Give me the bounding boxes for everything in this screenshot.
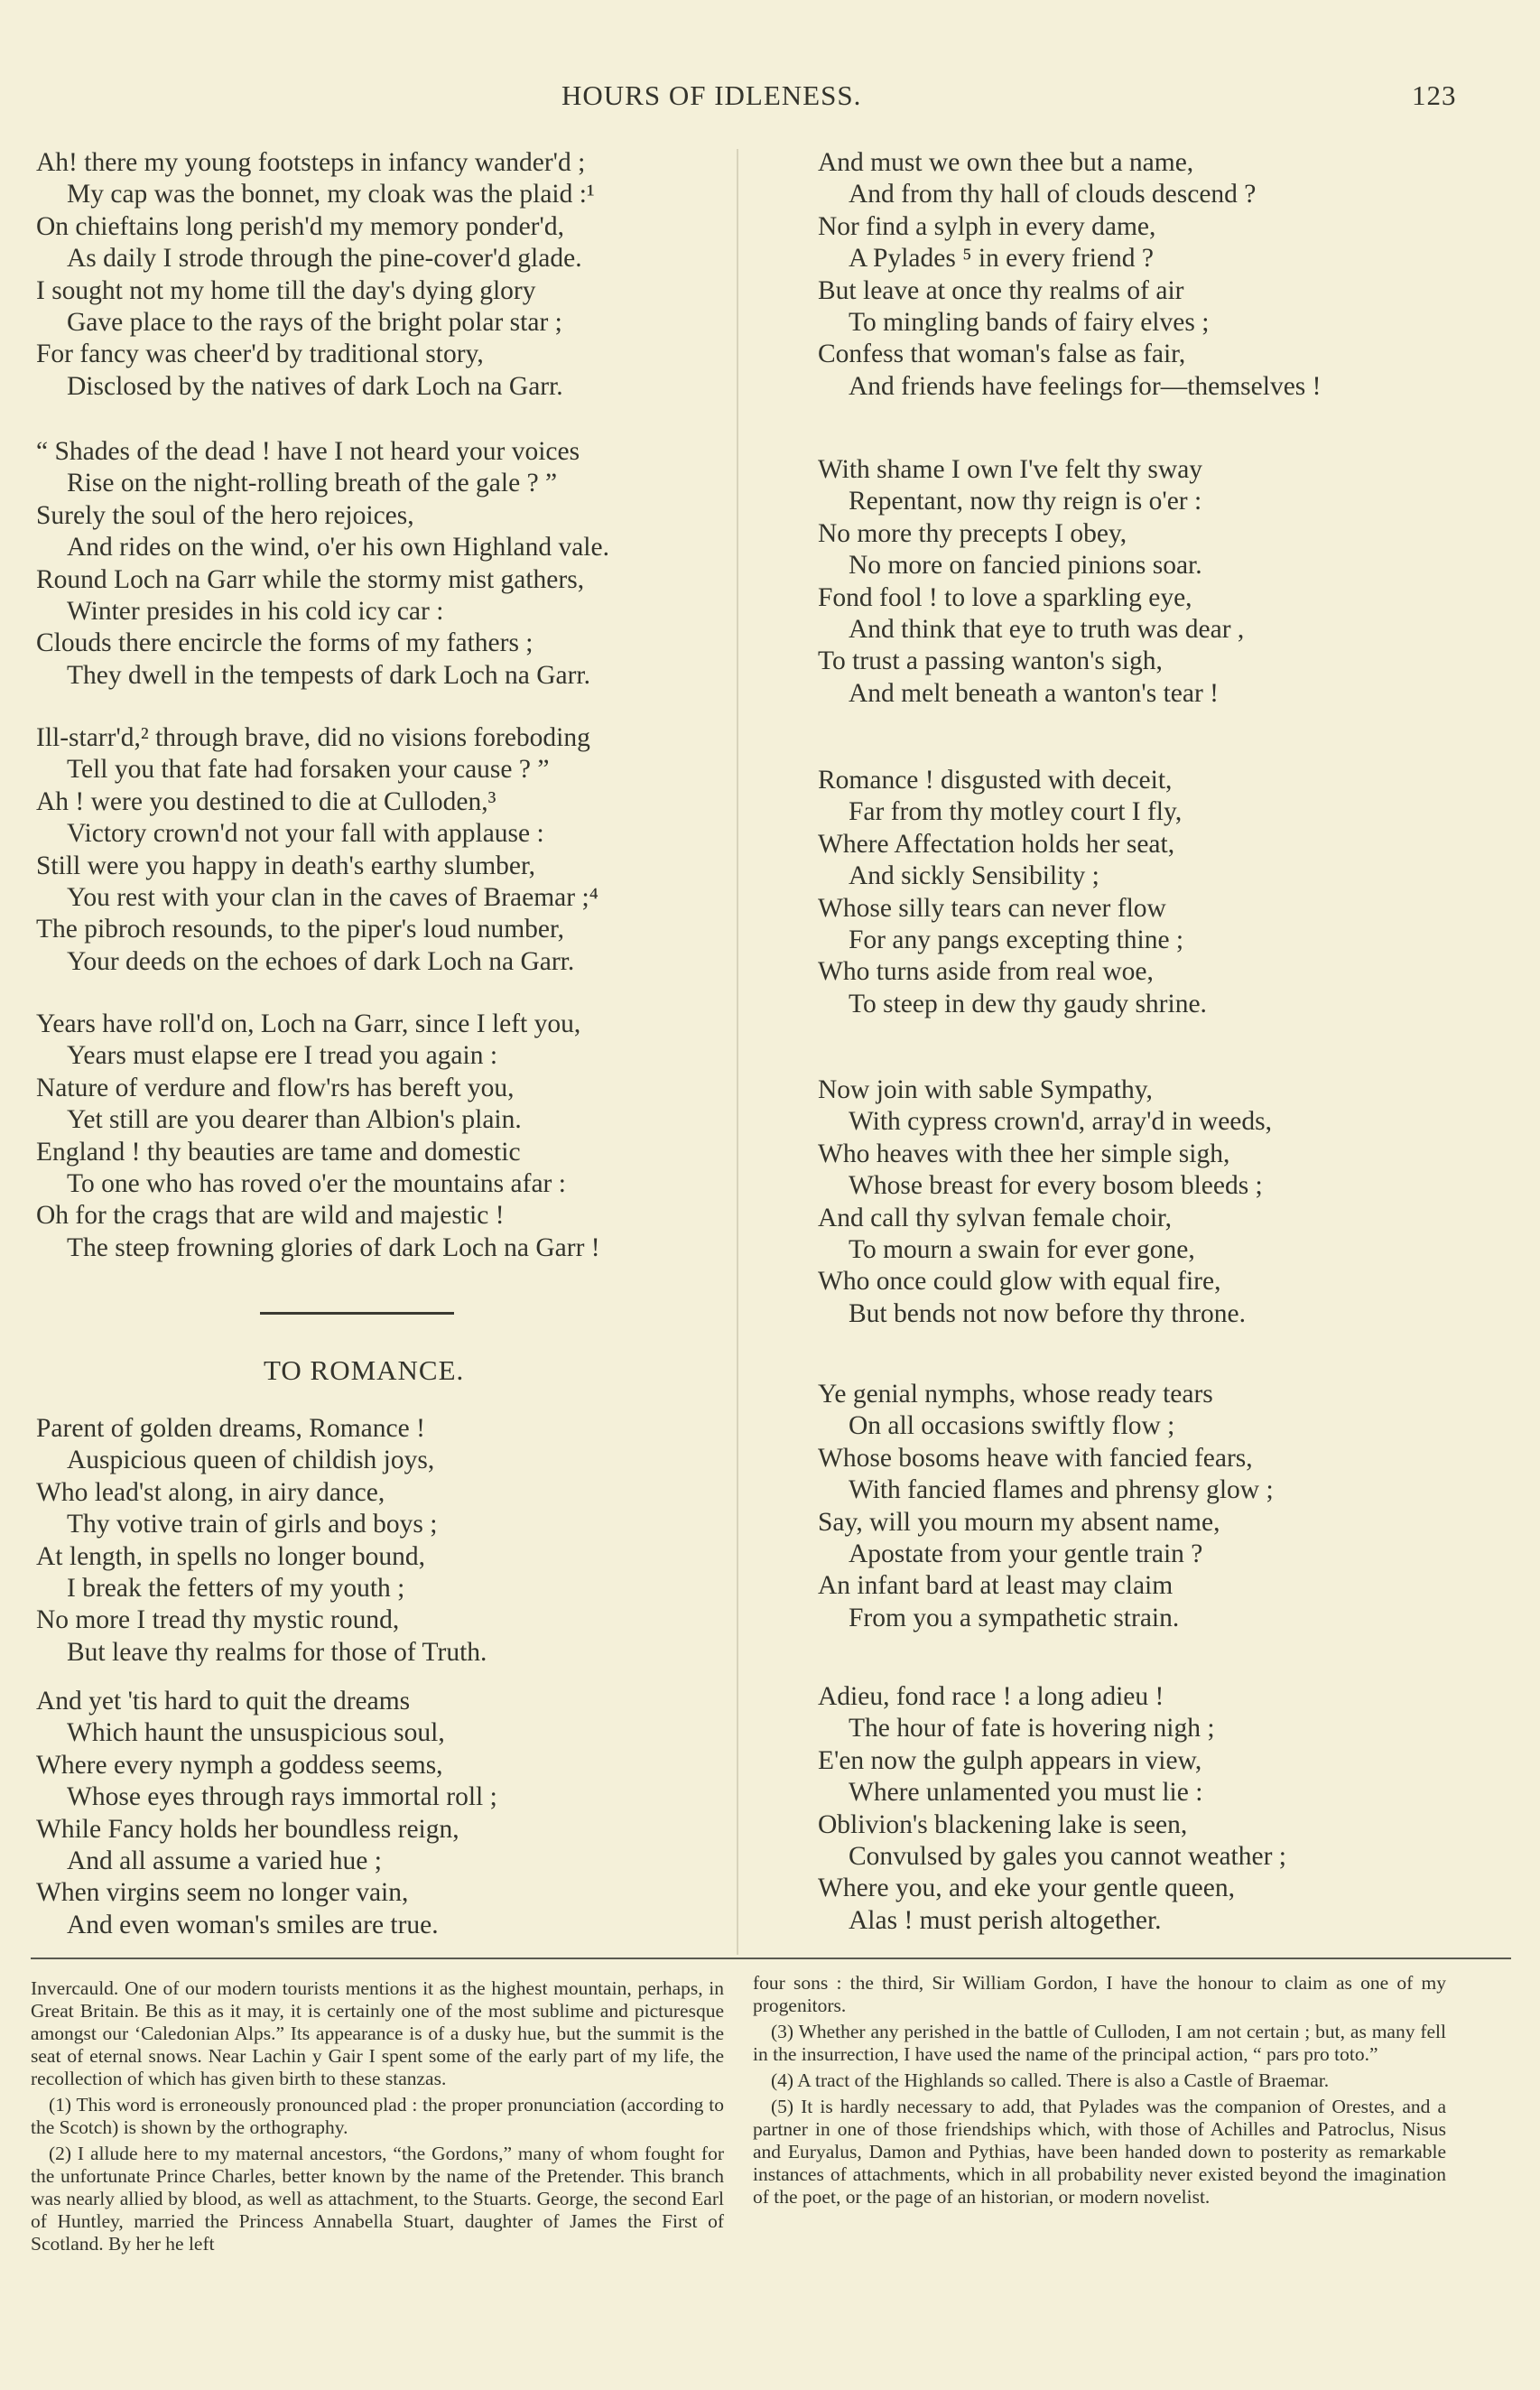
footnote: (1) This word is erroneously pronounced plad : the proper pronunciation (according to the Scotch) is shown by the orthography.: [31, 2094, 724, 2138]
verse-line: Apostate from your gentle train ?: [849, 1539, 1203, 1569]
verse-line: Parent of golden dreams, Romance !: [36, 1414, 425, 1443]
verse-line: “ Shades of the dead ! have I not heard your voices: [36, 437, 580, 466]
verse-line: I sought not my home till the day's dying glory: [36, 275, 536, 305]
verse-line: To one who has roved o'er the mountains afar :: [67, 1169, 566, 1199]
verse-line: I break the fetters of my youth ;: [67, 1574, 405, 1604]
verse-line: Adieu, fond race ! a long adieu !: [818, 1682, 1164, 1711]
verse-line: Years have roll'd on, Loch na Garr, since I left you,: [36, 1009, 581, 1038]
stanza: [36, 1686, 497, 1941]
verse-line: No more on fancied pinions soar.: [849, 551, 1202, 581]
poem-title: TO ROMANCE.: [264, 1354, 465, 1386]
verse-line: They dwell in the tempests of dark Loch na Garr.: [67, 660, 590, 690]
verse-line: Repentant, now thy reign is o'er :: [849, 487, 1202, 516]
verse-line: But leave at once thy realms of air: [818, 275, 1184, 305]
verse-line: Winter presides in his cold icy car :: [67, 597, 444, 627]
footnote: (2) I allude here to my maternal ancestors, “the Gordons,” many of whom fought for the unfortunate Prince Charles, better known by the name of the Pretender. This branch was nearly allied by blood, as well as attachment, to the Stuarts. George, the second Earl of Huntley, married the Princess Annabella Stuart, daughter of James the First of Scotland. By her he left: [31, 2143, 724, 2255]
verse-line: Confess that woman's false as fair,: [818, 339, 1186, 369]
verse-line: Whose breast for every bosom bleeds ;: [849, 1171, 1263, 1201]
verse-line: My cap was the bonnet, my cloak was the plaid :¹: [67, 180, 595, 209]
verse-line: Far from thy motley court I fly,: [849, 797, 1183, 827]
verse-line: Rise on the night-rolling breath of the gale ? ”: [67, 469, 558, 498]
verse-line: No more thy precepts I obey,: [818, 518, 1127, 548]
verse-line: No more I tread thy mystic round,: [36, 1605, 400, 1635]
verse-line: Yet still are you dearer than Albion's plain.: [67, 1105, 522, 1135]
verse-line: You rest with your clan in the caves of Braemar ;⁴: [67, 883, 598, 913]
stanza: [36, 1009, 600, 1264]
stanza: [818, 1074, 1272, 1330]
stanza: [818, 1681, 1286, 1937]
verse-line: For fancy was cheer'd by traditional story,: [36, 339, 484, 369]
verse-line: Surely the soul of the hero rejoices,: [36, 500, 414, 530]
verse-line: With cypress crown'd, array'd in weeds,: [849, 1107, 1273, 1137]
verse-line: Romance ! disgusted with deceit,: [818, 766, 1173, 795]
footnote: (4) A tract of the Highlands so called. There is also a Castle of Braemar.: [771, 2069, 1330, 2091]
column-divider: [737, 149, 738, 1955]
verse-line: Which haunt the unsuspicious soul,: [67, 1718, 445, 1748]
verse-line: Ye genial nymphs, whose ready tears: [818, 1380, 1213, 1409]
verse-line: Thy votive train of girls and boys ;: [67, 1510, 438, 1539]
verse-line: Convulsed by gales you cannot weather ;: [849, 1842, 1286, 1872]
verse-line: And melt beneath a wanton's tear !: [849, 678, 1219, 708]
stanza: [818, 147, 1321, 403]
verse-line: To mourn a swain for ever gone,: [849, 1235, 1195, 1265]
stanza: [818, 765, 1207, 1020]
verse-line: Auspicious queen of childish joys,: [67, 1446, 435, 1475]
verse-line: But bends not now before thy throne.: [849, 1298, 1246, 1328]
stanza: [36, 436, 609, 692]
verse-line: Gave place to the rays of the bright polar star ;: [67, 308, 562, 338]
stanza: [36, 147, 595, 403]
verse-line: Say, will you mourn my absent name,: [818, 1507, 1220, 1537]
verse-line: Still were you happy in death's earthy slumber,: [36, 851, 536, 880]
verse-line: E'en now the gulph appears in view,: [818, 1745, 1202, 1775]
verse-line: A Pylades ⁵ in every friend ?: [849, 244, 1154, 274]
verse-line: And must we own thee but a name,: [818, 148, 1194, 177]
verse-line: To mingling bands of fairy elves ;: [849, 308, 1210, 338]
footnote-rule: [31, 1958, 1511, 1959]
footnote: (5) It is hardly necessary to add, that Pylades was the companion of Orestes, and a partner in one of those friendships which, with those of Achilles and Patroclus, Nisus and Euryalus, Damon and Pythias, have been handed down to posterity as remarkable instances of attachments, which in all probability never existed beyond the imagination of the poet, or the page of an historian, or modern novelist.: [753, 2096, 1446, 2208]
verse-line: And sickly Sensibility ;: [849, 861, 1099, 891]
verse-line: When virgins seem no longer vain,: [36, 1878, 409, 1908]
verse-line: Ah ! were you destined to die at Culloden,³: [36, 786, 496, 816]
verse-line: The pibroch resounds, to the piper's loud number,: [36, 915, 565, 944]
verse-line: Tell you that fate had forsaken your cause ? ”: [67, 755, 550, 785]
verse-line: On all occasions swiftly flow ;: [849, 1411, 1175, 1441]
verse-line: Where you, and eke your gentle queen,: [818, 1874, 1235, 1903]
verse-line: But leave thy realms for those of Truth.: [67, 1637, 487, 1667]
verse-line: Whose silly tears can never flow: [818, 893, 1166, 923]
verse-line: And call thy sylvan female choir,: [818, 1203, 1173, 1232]
verse-line: Years must elapse ere I tread you again :: [67, 1041, 498, 1071]
verse-line: To steep in dew thy gaudy shrine.: [849, 989, 1207, 1018]
verse-line: Who once could glow with equal fire,: [818, 1267, 1221, 1297]
verse-line: The hour of fate is hovering nigh ;: [849, 1714, 1215, 1744]
verse-line: And friends have feelings for—themselves !: [849, 371, 1322, 401]
section-divider: [260, 1312, 454, 1315]
verse-line: Victory crown'd not your fall with applause :: [67, 819, 544, 849]
stanza: [818, 454, 1244, 710]
verse-line: To trust a passing wanton's sigh,: [818, 646, 1163, 676]
verse-line: Who heaves with thee her simple sigh,: [818, 1139, 1230, 1168]
verse-line: For any pangs excepting thine ;: [849, 925, 1184, 955]
footnotes-left: [31, 1977, 724, 2259]
verse-line: Now join with sable Sympathy,: [818, 1075, 1153, 1104]
verse-line: While Fancy holds her boundless reign,: [36, 1814, 459, 1844]
stanza: [36, 722, 598, 978]
stanza: [36, 1413, 487, 1669]
verse-line: Alas ! must perish altogether.: [849, 1905, 1162, 1935]
stanza: [818, 1379, 1274, 1634]
verse-line: Oblivion's blackening lake is seen,: [818, 1809, 1188, 1839]
verse-line: England ! thy beauties are tame and domestic: [36, 1137, 521, 1167]
verse-line: And think that eye to truth was dear ,: [849, 615, 1245, 645]
verse-line: Clouds there encircle the forms of my fathers ;: [36, 628, 533, 658]
verse-line: With shame I own I've felt thy sway: [818, 455, 1203, 484]
verse-line: Ill-starr'd,² through brave, did no visions foreboding: [36, 723, 590, 752]
verse-line: Whose bosoms heave with fancied fears,: [818, 1443, 1253, 1473]
verse-line: Who turns aside from real woe,: [818, 957, 1154, 987]
verse-line: Fond fool ! to love a sparkling eye,: [818, 582, 1192, 612]
page-number: 123: [1412, 79, 1457, 111]
verse-line: And all assume a varied hue ;: [67, 1846, 382, 1876]
footnotes-right: [753, 1972, 1446, 2212]
footnote: (3) Whether any perished in the battle of Culloden, I am not certain ; but, as many fell in the insurrection, I have used the name of the principal action, “ pars pro toto.”: [753, 2021, 1446, 2065]
footnote: four sons : the third, Sir William Gordon, I have the honour to claim as one of my progenitors.: [753, 1972, 1446, 2016]
verse-line: An infant bard at least may claim: [818, 1571, 1174, 1601]
verse-line: The steep frowning glories of dark Loch na Garr !: [67, 1232, 600, 1262]
verse-line: Where unlamented you must lie :: [849, 1778, 1203, 1808]
verse-line: Whose eyes through rays immortal roll ;: [67, 1782, 497, 1812]
verse-line: And yet 'tis hard to quit the dreams: [36, 1687, 411, 1716]
verse-line: From you a sympathetic strain.: [849, 1603, 1180, 1632]
verse-line: And even woman's smiles are true.: [67, 1910, 439, 1939]
verse-line: Disclosed by the natives of dark Loch na Garr.: [67, 371, 563, 401]
verse-line: And rides on the wind, o'er his own Highland vale.: [67, 533, 609, 563]
verse-line: Nature of verdure and flow'rs has bereft you,: [36, 1073, 515, 1102]
verse-line: Oh for the crags that are wild and majestic !: [36, 1201, 505, 1231]
verse-line: Your deeds on the echoes of dark Loch na Garr.: [67, 946, 575, 976]
running-header: HOURS OF IDLENESS.: [561, 79, 862, 111]
verse-line: Where every nymph a goddess seems,: [36, 1750, 443, 1780]
footnote: Invercauld. One of our modern tourists mentions it as the highest mountain, perhaps, in Great Britain. Be this as it may, it is certainly one of the most sublime and picturesque amongst our ‘Caledonian Alps.” Its appearance is of a dusky hue, but the summit is the seat of eternal snows. Near Lachin y Gair I spent some of the early part of my life, the recollection of which has given birth to these stanzas.: [31, 1977, 724, 2089]
verse-line: As daily I strode through the pine-cover'd glade.: [67, 244, 582, 274]
verse-line: Nor find a sylph in every dame,: [818, 211, 1156, 241]
verse-line: On chieftains long perish'd my memory ponder'd,: [36, 211, 564, 241]
verse-line: Ah! there my young footsteps in infancy wander'd ;: [36, 148, 586, 177]
verse-line: Round Loch na Garr while the stormy mist gathers,: [36, 564, 585, 594]
verse-line: Where Affectation holds her seat,: [818, 829, 1175, 859]
verse-line: With fancied flames and phrensy glow ;: [849, 1475, 1274, 1505]
verse-line: Who lead'st along, in airy dance,: [36, 1477, 385, 1507]
verse-line: At length, in spells no longer bound,: [36, 1541, 425, 1571]
verse-line: And from thy hall of clouds descend ?: [849, 180, 1257, 209]
